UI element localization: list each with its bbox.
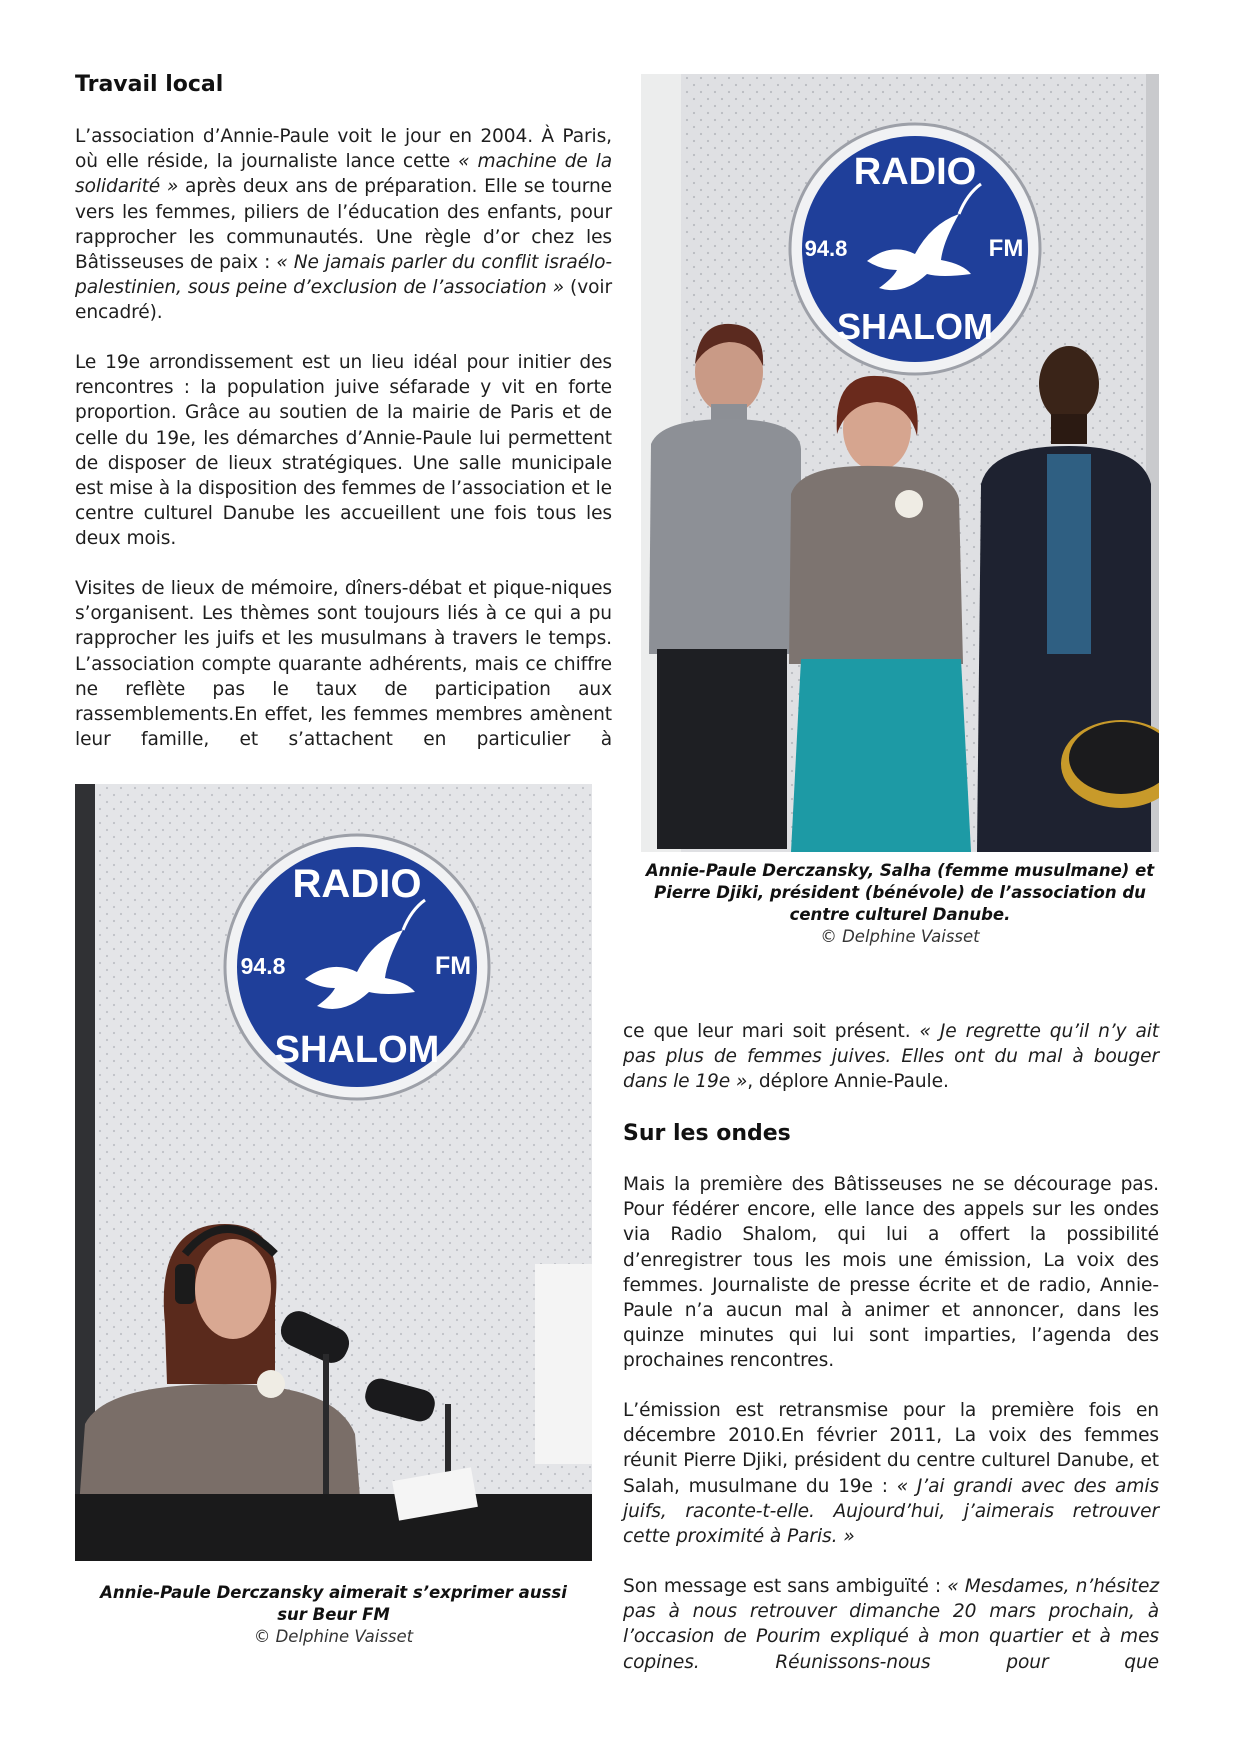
section-heading-travail-local: Travail local: [75, 72, 224, 97]
quote-text: « Mesdames, n’hésitez pas à nous retrouver dimanche 20 mars prochain, à l’occasion de Pourim expliqué à mon quartier et à mes copines. Réunissons-nous pour que: [623, 1576, 1159, 1673]
paragraph-1: [75, 124, 612, 326]
paragraph-6: [623, 1398, 1159, 1549]
body-text: L’émission est retransmise pour la première fois en décembre 2010.En février 2011, La voix des femmes réunit Pierre Djiki, président du centre culturel Danube, et Salah, musulmane du 19e :: [623, 1400, 1159, 1497]
sign-frequency-text: 94.8: [240, 953, 286, 979]
quote-text: « Je regrette qu’il n’y ait pas plus de femmes juives. Elles ont du mal à bouger dans le 19e »: [623, 1021, 1159, 1093]
body-text: après deux ans de préparation. Elle se tourne vers les femmes, piliers de l’éducation des enfants, pour rapprocher les communautés. Une règle d’or chez les Bâtisseuses de paix :: [75, 176, 612, 274]
photo-bottom-caption: [85, 1582, 582, 1648]
body-text: (voir encadré).: [75, 277, 612, 324]
body-text: Son message est sans ambiguïté :: [623, 1576, 948, 1597]
quote-text: « machine de la solidarité »: [75, 151, 612, 198]
sign-radio-text: RADIO: [853, 151, 977, 193]
photo-radio-studio: [75, 784, 592, 1561]
body-text: ce que leur mari soit présent.: [623, 1021, 920, 1042]
studio-photo-illustration: [75, 784, 592, 1561]
sign-shalom-text: SHALOM: [837, 306, 993, 347]
paragraph-7: [623, 1574, 1159, 1675]
photo-bottom-caption-text: Annie-Paule Derczansky aimerait s’exprimer aussi sur Beur FM: [100, 1583, 567, 1624]
section-heading-sur-les-ondes: Sur les ondes: [623, 1121, 791, 1146]
quote-text: « Ne jamais parler du conflit israélo-palestinien, sous peine d’exclusion de l’association »: [75, 252, 612, 299]
photo-top-caption-text: Annie-Paule Derczansky, Salha (femme musulmane) et Pierre Djiki, président (bénévole) de l’association du centre culturel Danube.: [645, 861, 1155, 924]
paragraph-5: Mais la première des Bâtisseuses ne se décourage pas. Pour fédérer encore, elle lance des appels sur les ondes via Radio Shalom, qui lui a offert la possibilité d’enregistrer tous les mois une émission, La voix des femmes. Journaliste de presse écrite et de radio, Annie-Paule n’a aucun mal à animer et annoncer, dans les quinze minutes qui lui sont imparties, l’agenda des prochaines rencontres.: [623, 1174, 1159, 1372]
photo-top-credit: © Delphine Vaisset: [820, 927, 980, 946]
sign-shalom-text: SHALOM: [274, 1029, 440, 1071]
sign-fm-text: FM: [434, 952, 472, 980]
photo-top-caption: [641, 860, 1159, 948]
photo-radio-shalom-group: [641, 74, 1159, 852]
body-text: L’association d’Annie-Paule voit le jour en 2004. À Paris, où elle réside, la journaliste lance cette: [75, 126, 612, 173]
sign-radio-text: RADIO: [292, 862, 422, 906]
paragraph-2: Le 19e arrondissement est un lieu idéal pour initier des rencontres : la population juive séfarade y vit en forte proportion. Grâce au soutien de la mairie de Paris et de celle du 19e, les démarches d’Annie-Paule lui permettent de disposer de lieux stratégiques. Une salle municipale est mise à la disposition des femmes de l’association et le centre culturel Danube les accueillent une fois tous les deux mois.: [75, 352, 612, 550]
photo-bottom-credit: © Delphine Vaisset: [253, 1627, 414, 1646]
body-text: , déplore Annie-Paule.: [747, 1071, 949, 1093]
sign-frequency-text: 94.8: [804, 236, 848, 261]
quote-text: « J’ai grandi avec des amis juifs, raconte-t-elle. Aujourd’hui, j’aimerais retrouver cette proximité à Paris. »: [623, 1475, 1159, 1548]
sign-fm-text: FM: [988, 235, 1024, 262]
radio-shalom-sign: [790, 124, 1040, 374]
paragraph-4: [623, 1019, 1159, 1095]
group-photo-illustration: [641, 74, 1159, 852]
paragraph-3: Visites de lieux de mémoire, dîners-débat et pique-niques s’organisent. Les thèmes sont toujours liés à ce qui a pu rapprocher les juifs et les musulmans à travers le temps. L’association compte quarante adhérents, mais ce chiffre ne reflète pas le taux de participation aux rassemblements.En effet, les femmes membres amènent leur famille, et s’attachent en particulier à: [75, 578, 612, 751]
radio-shalom-sign: [225, 835, 489, 1099]
